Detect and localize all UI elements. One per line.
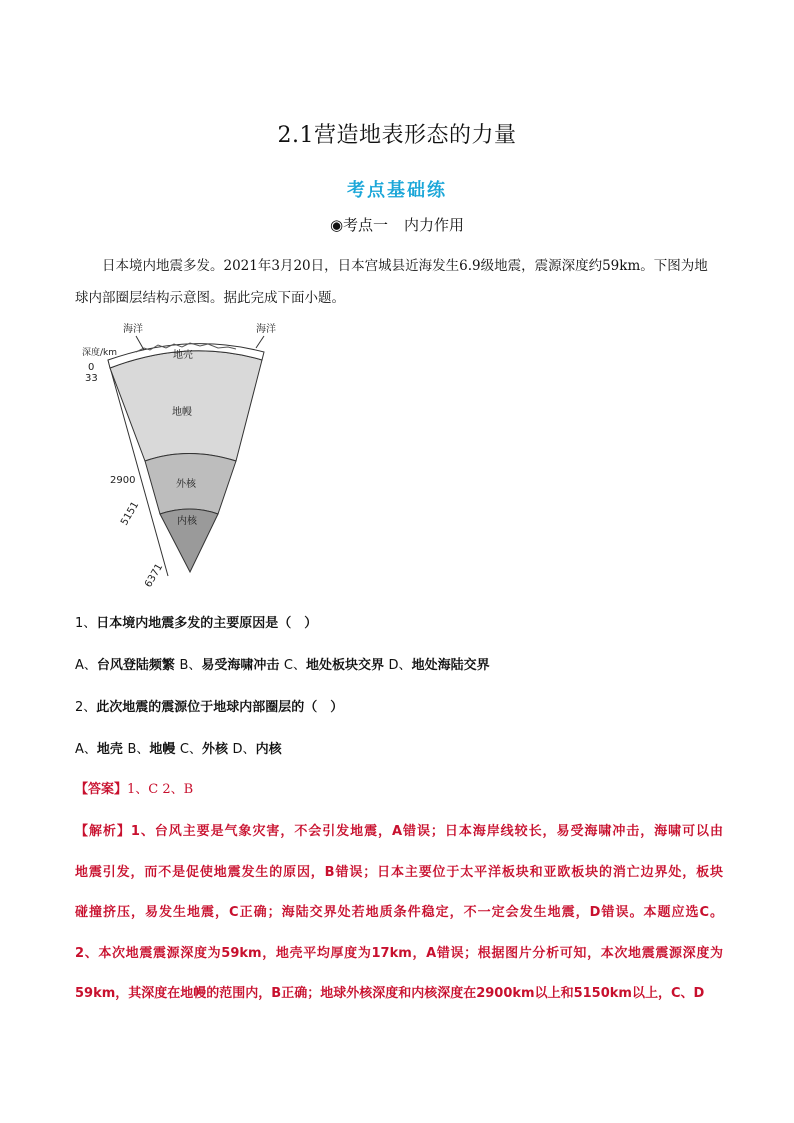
option-text: 外核 [202,742,229,757]
question-number: 1、 [75,616,97,631]
mantle-layer [110,351,262,461]
analysis-line: 2、本次地震震源深度为59km，地壳平均厚度为17km，A错误；根据图片分析可知，本次地震震源深度为 [75,945,723,961]
depth-tick: 33 [85,373,98,384]
answer-tag: 【答案】 [75,782,128,797]
question-text: 日本境内地震多发的主要原因是（ ） [96,616,318,631]
option-letter: C、 [179,742,202,757]
outer-core-label: 外核 [176,479,196,490]
ocean-right-label: 海洋 [256,324,276,335]
question-1-options [75,654,725,673]
depth-tick: 0 [88,362,95,373]
analysis-line: 碰撞挤压，易发生地震，C正确；海陆交界处若地质条件稳定，不一定会发生地震，D错误。本题应选C。 [75,905,723,920]
section-heading: 考点基础练 [347,180,447,201]
option-letter: D、 [388,658,412,673]
option-text: 易受海啸冲击 [201,658,280,673]
analysis-line: 地震引发，而不是促使地震发生的原因，B错误；日本主要位于太平洋板块和亚欧板块的消亡边界处，板块 [75,864,723,880]
option-letter: C、 [283,658,306,673]
ocean-right-pointer [256,336,264,348]
option-letter: A、 [75,658,97,673]
crust-label: 地壳 [173,350,193,361]
option-text: 地壳 [96,742,123,757]
topic-marker: ◉考点一 [329,216,389,234]
topic-heading [0,214,794,235]
question-text: 此次地震的震源位于地球内部圈层的（ ） [96,700,344,715]
question-2 [75,696,725,715]
option-letter: A、 [75,742,97,757]
question-number: 2、 [75,700,97,715]
intro-paragraph: 日本境内地震多发。2021年3月20日，日本宫城县近海发生6.9级地震，震源深度约59km。下图为地球内部圈层结构示意图。据此完成下面小题。 [75,258,708,306]
ocean-left-pointer [136,336,144,350]
depth-tick: 2900 [110,475,136,486]
inner-core-label: 内核 [177,516,197,527]
option-text: 地处海陆交界 [411,658,490,673]
analysis-line: 59km，其深度在地幔的范围内，B正确；地球外核深度和内核深度在2900km以上和5150km以上，C、D [75,986,705,1001]
analysis-line: 【解析】1、台风主要是气象灾害，不会引发地震，A错误；日本海岸线较长，易受海啸冲击，海啸可以由 [75,824,723,839]
option-letter: D、 [232,742,256,757]
mantle-label: 地幔 [172,407,192,418]
topic-text: 内力作用 [404,216,465,234]
option-letter: B、 [127,742,150,757]
ocean-left-label: 海洋 [123,324,143,335]
question-1 [75,612,725,631]
option-text: 台风登陆频繁 [96,658,175,673]
option-letter: B、 [179,658,202,673]
depth-tick: 6371 [143,561,166,590]
analysis-tag: 【解析】 [75,824,131,839]
question-2-options [75,738,725,757]
analysis-block [75,812,723,1015]
answer-block [75,778,725,797]
earth-structure-diagram [78,318,288,593]
option-text: 内核 [255,742,282,757]
option-text: 地幔 [149,742,176,757]
depth-unit-label: 深度/km [82,348,118,358]
option-text: 地处板块交界 [306,658,385,673]
depth-tick: 5151 [119,499,142,528]
page-title: 2.1营造地表形态的力量 [277,123,517,148]
answer-text: 1、C 2、B [127,782,194,797]
